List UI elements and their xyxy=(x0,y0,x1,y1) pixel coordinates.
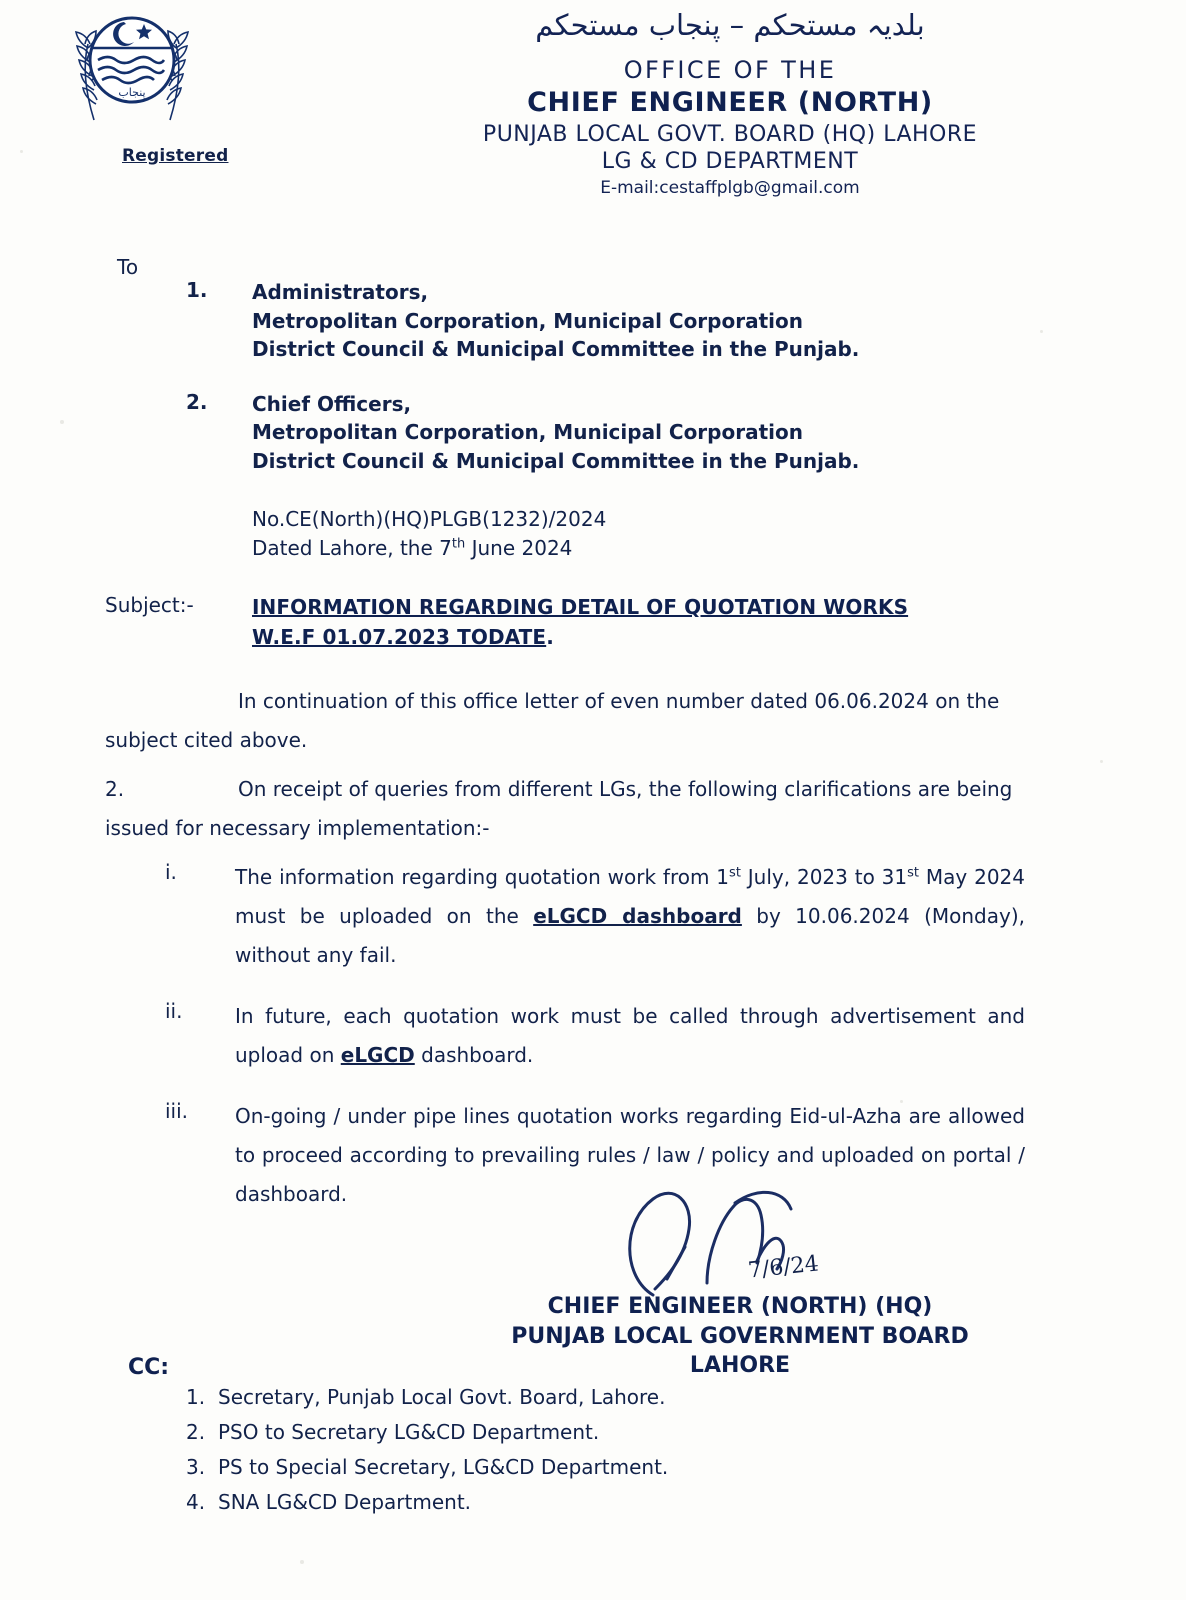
clause-text xyxy=(235,997,1025,1075)
addressee-list xyxy=(186,278,1086,498)
svg-text:پنجاب: پنجاب xyxy=(118,86,146,99)
subject-row xyxy=(105,592,1105,652)
addressee-line: Administrators, xyxy=(252,280,429,304)
subject-period: . xyxy=(546,625,554,649)
clause-part-1: On-going / under pipe lines quotation works regarding Eid-ul-Azha are allowed to proceed according to prevailing rules / law / policy and uploaded on portal / dashboard. xyxy=(235,1104,1025,1206)
signature-line: LAHORE xyxy=(689,1353,791,1379)
cc-item xyxy=(186,1385,886,1409)
addressee-number: 2. xyxy=(186,389,208,414)
date-suffix: June 2024 xyxy=(465,536,573,560)
cc-text: Secretary, Punjab Local Govt. Board, Lahore. xyxy=(218,1385,666,1409)
clause-number: i. xyxy=(165,860,177,884)
department-line: LG & CD DEPARTMENT xyxy=(601,149,859,174)
clause-list xyxy=(165,858,1025,1236)
date-prefix: Dated Lahore, the 7 xyxy=(252,536,452,560)
clause-ordinal-1: st xyxy=(729,865,741,881)
letterhead xyxy=(0,0,1186,225)
addressee-lines xyxy=(252,278,859,364)
addressee-number: 1. xyxy=(186,278,208,302)
email-line: E-mail:cestaffplgb@gmail.com xyxy=(600,178,860,198)
cc-item xyxy=(186,1420,886,1444)
paragraph-1 xyxy=(105,682,1020,760)
clause-item xyxy=(165,997,1025,1075)
signature-date: 7/6/24 xyxy=(746,1251,820,1284)
signature-line: PUNJAB LOCAL GOVERNMENT BOARD xyxy=(511,1323,969,1349)
paragraph-2-number: 2. xyxy=(105,777,125,801)
date-ordinal: th xyxy=(451,536,466,552)
cc-number: 3. xyxy=(186,1455,206,1479)
clause-part-1: In future, each quotation work must be called through advertisement and upload on xyxy=(235,1004,1025,1067)
cc-number: 2. xyxy=(186,1420,206,1444)
clause-number: ii. xyxy=(165,999,183,1023)
cc-number: 4. xyxy=(186,1490,206,1514)
urdu-slogan: بلدیہ مستحکم – پنجاب مستحکم xyxy=(535,8,925,42)
clause-part-3: May 2024 must be uploaded on the xyxy=(235,865,1025,928)
addressee-line: Chief Officers, xyxy=(252,391,412,416)
addressee-line: Metropolitan Corporation, Municipal Corporation xyxy=(252,308,803,333)
clause-part-1: The information regarding quotation work from 1 xyxy=(235,865,730,889)
clause-part-2: July, 2023 to 31 xyxy=(740,865,908,889)
paper-speckle xyxy=(1100,760,1103,763)
cc-number: 1. xyxy=(186,1385,206,1409)
clause-part-4: by 10.06.2024 (Monday), without any fail. xyxy=(235,904,1025,967)
cc-item xyxy=(186,1490,886,1514)
office-of-line: OFFICE OF THE xyxy=(623,56,837,84)
reference-date xyxy=(252,534,606,563)
letterhead-center-block xyxy=(330,8,1130,198)
handwritten-signature xyxy=(615,1185,835,1305)
to-label: To xyxy=(117,255,139,279)
subject-line-2: W.E.F 01.07.2023 TODATE xyxy=(252,625,547,649)
addressee-line: District Council & Municipal Committee in the Punjab. xyxy=(252,448,860,473)
addressee-item xyxy=(186,390,1086,476)
signature-block xyxy=(340,1292,1140,1381)
clause-part-4: dashboard. xyxy=(414,1043,534,1067)
paragraph-2-text: On receipt of queries from different LGs, the following clarifications are being issued for necessary implementation:- xyxy=(105,777,1013,840)
cc-text: PS to Special Secretary, LG&CD Department. xyxy=(218,1455,669,1479)
subject-label: Subject:- xyxy=(105,593,194,617)
addressee-line: District Council & Municipal Committee in the Punjab. xyxy=(252,337,860,362)
chief-engineer-title: CHIEF ENGINEER (NORTH) xyxy=(527,87,933,118)
reference-block xyxy=(252,505,606,563)
paper-speckle xyxy=(300,1560,304,1564)
punjab-government-crest-icon xyxy=(62,8,202,128)
registered-stamp-label: Registered xyxy=(122,146,229,166)
cc-list xyxy=(186,1385,886,1525)
clause-ordinal-2: st xyxy=(907,865,920,881)
cc-text: PSO to Secretary LG&CD Department. xyxy=(218,1420,600,1444)
clause-number: iii. xyxy=(165,1099,189,1123)
paragraph-1-text: In continuation of this office letter of even number dated 06.06.2024 on the subject cited above. xyxy=(105,689,1000,752)
clause-item xyxy=(165,1097,1025,1214)
cc-item xyxy=(186,1455,886,1479)
paragraph-2 xyxy=(105,770,1020,848)
subject-line-1: INFORMATION REGARDING DETAIL OF QUOTATION WORKS xyxy=(252,595,909,619)
addressee-lines xyxy=(252,390,859,476)
board-line: PUNJAB LOCAL GOVT. BOARD (HQ) LAHORE xyxy=(482,122,978,147)
elgcd-emphasis: eLGCD xyxy=(340,1043,415,1067)
subject-text xyxy=(252,592,1042,652)
clause-item xyxy=(165,858,1025,975)
cc-text: SNA LG&CD Department. xyxy=(218,1490,472,1514)
paper-speckle xyxy=(60,420,64,424)
elgcd-dashboard-emphasis: eLGCD dashboard xyxy=(533,904,742,928)
signature-line: CHIEF ENGINEER (NORTH) (HQ) xyxy=(547,1294,933,1319)
addressee-item xyxy=(186,278,1086,364)
cc-label: CC: xyxy=(128,1355,170,1380)
addressee-line: Metropolitan Corporation, Municipal Corporation xyxy=(252,420,803,445)
reference-number: No.CE(North)(HQ)PLGB(1232)/2024 xyxy=(252,507,607,531)
clause-text xyxy=(235,858,1025,975)
